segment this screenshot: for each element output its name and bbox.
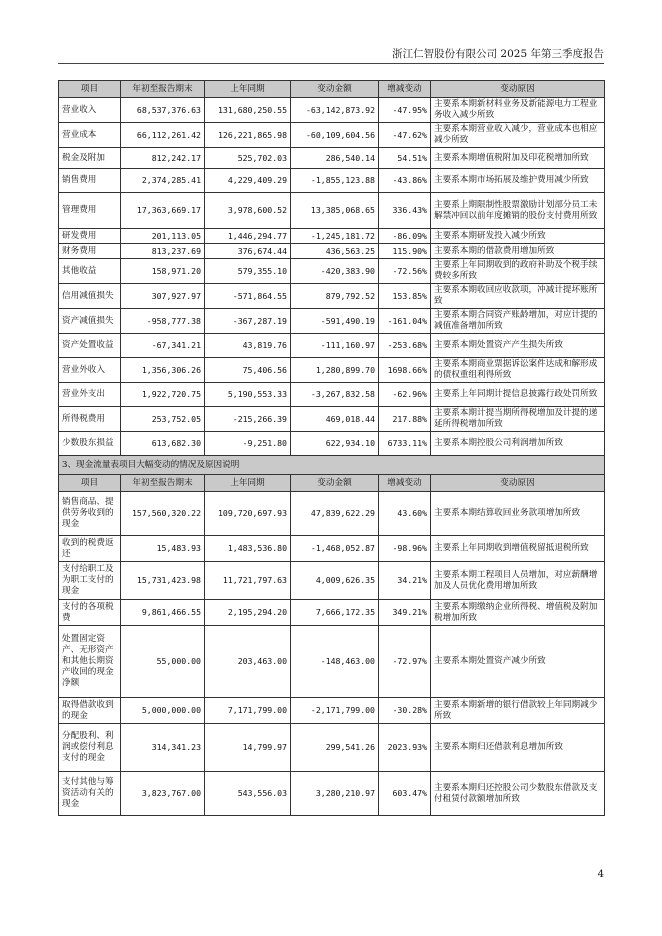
prior-value-cell: 543,556.03 (205, 772, 291, 816)
change-pct-cell: 603.47% (379, 772, 431, 816)
prior-value-cell: 131,680,250.55 (205, 98, 291, 123)
current-value-cell: 68,537,376.63 (121, 98, 205, 123)
table-row (59, 123, 605, 148)
page-number: 4 (597, 869, 604, 880)
change-amount-cell: -1,855,123.88 (291, 169, 379, 193)
item-cell: 所得税费用 (59, 407, 121, 432)
current-value-cell: 812,242.17 (121, 148, 205, 169)
prior-value-cell: -367,287.19 (205, 309, 291, 334)
prior-value-cell: 3,978,600.52 (205, 193, 291, 229)
prior-value-cell: 75,406.56 (205, 358, 291, 383)
prior-value-cell: 109,720,697.93 (205, 492, 291, 536)
section-title-row (59, 456, 605, 475)
table-row (59, 407, 605, 432)
change-amount-cell: -148,463.00 (291, 626, 379, 698)
change-amount-cell: 1,280,899.70 (291, 358, 379, 383)
prior-value-cell: 43,819.76 (205, 334, 291, 358)
current-value-cell: 9,861,466.55 (121, 600, 205, 626)
current-value-cell: 158,971.20 (121, 259, 205, 284)
column-header: 变动原因 (431, 81, 605, 98)
report-header: 浙江仁智股份有限公司 2025 年第三季度报告 (392, 48, 604, 60)
table-row (59, 229, 605, 244)
table-row (59, 492, 605, 536)
change-amount-cell: 622,934.10 (291, 432, 379, 456)
item-cell: 取得借款收到的现金 (59, 698, 121, 724)
reason-cell: 主要系本期计提当期所得税增加及计提的递延所得税增加所致 (431, 407, 605, 432)
current-value-cell: 314,341.23 (121, 724, 205, 772)
change-amount-cell: 47,839,622.29 (291, 492, 379, 536)
change-amount-cell: 3,280,210.97 (291, 772, 379, 816)
item-cell: 营业外收入 (59, 358, 121, 383)
reason-cell: 主要系本期增值税附加及印花税增加所致 (431, 148, 605, 169)
reason-cell: 主要系本期新材料业务及新能源电力工程业务收入减少所致 (431, 98, 605, 123)
current-value-cell: 3,823,767.00 (121, 772, 205, 816)
change-pct-cell: 1698.66% (379, 358, 431, 383)
table-row (59, 169, 605, 193)
reason-cell: 主要系上年同期收到增值税留抵退税所致 (431, 536, 605, 562)
change-pct-cell: 43.60% (379, 492, 431, 536)
item-cell: 支付其他与筹资活动有关的现金 (59, 772, 121, 816)
current-value-cell: 2,374,285.41 (121, 169, 205, 193)
prior-value-cell: 126,221,865.98 (205, 123, 291, 148)
item-cell: 销售商品、提供劳务收到的现金 (59, 492, 121, 536)
current-value-cell: 15,483.93 (121, 536, 205, 562)
item-cell: 少数股东损益 (59, 432, 121, 456)
table-row (59, 383, 605, 407)
change-amount-cell: -1,245,181.72 (291, 229, 379, 244)
table-row (59, 148, 605, 169)
header-rule (58, 63, 604, 64)
current-value-cell: -958,777.38 (121, 309, 205, 334)
item-cell: 其他收益 (59, 259, 121, 284)
table-row (59, 724, 605, 772)
column-header: 项目 (59, 81, 121, 98)
table-row (59, 626, 605, 698)
table-row (59, 98, 605, 123)
item-cell: 支付给职工及为职工支付的现金 (59, 562, 121, 600)
change-pct-cell: 115.90% (379, 244, 431, 259)
column-header: 变动金额 (291, 81, 379, 98)
prior-value-cell: 203,463.00 (205, 626, 291, 698)
prior-value-cell: 1,483,536.80 (205, 536, 291, 562)
current-value-cell: 5,000,000.00 (121, 698, 205, 724)
table-row (59, 259, 605, 284)
item-cell: 信用减值损失 (59, 284, 121, 309)
change-pct-cell: -161.04% (379, 309, 431, 334)
change-amount-cell: 4,009,626.35 (291, 562, 379, 600)
column-header: 年初至报告期末 (121, 81, 205, 98)
column-header: 增减变动 (379, 81, 431, 98)
item-cell: 财务费用 (59, 244, 121, 259)
item-cell: 管理费用 (59, 193, 121, 229)
reason-cell: 主要系本期的借款费用增加所致 (431, 244, 605, 259)
change-pct-cell: 336.43% (379, 193, 431, 229)
change-pct-cell: -62.96% (379, 383, 431, 407)
change-amount-cell: 13,385,068.65 (291, 193, 379, 229)
reason-cell: 主要系上年同期计提信息披露行政处罚所致 (431, 383, 605, 407)
item-cell: 资产处置收益 (59, 334, 121, 358)
financial-table (58, 80, 605, 816)
reason-cell: 主要系本期处置资产产生损失所致 (431, 334, 605, 358)
current-value-cell: 55,000.00 (121, 626, 205, 698)
change-amount-cell: -2,171,799.00 (291, 698, 379, 724)
change-pct-cell: -47.95% (379, 98, 431, 123)
reason-cell: 主要系上年同期收到的政府补助及个税手续费较多所致 (431, 259, 605, 284)
header-row (59, 475, 605, 492)
change-pct-cell: -72.97% (379, 626, 431, 698)
prior-value-cell: 11,721,797.63 (205, 562, 291, 600)
reason-cell: 主要系本期归还借款利息增加所致 (431, 724, 605, 772)
prior-value-cell: -215,266.39 (205, 407, 291, 432)
prior-value-cell: 2,195,294.20 (205, 600, 291, 626)
item-cell: 营业收入 (59, 98, 121, 123)
table-row (59, 309, 605, 334)
current-value-cell: 201,113.05 (121, 229, 205, 244)
prior-value-cell: 4,229,409.29 (205, 169, 291, 193)
change-amount-cell: 286,540.14 (291, 148, 379, 169)
column-header: 上年同期 (205, 475, 291, 492)
current-value-cell: 613,682.30 (121, 432, 205, 456)
table-row (59, 600, 605, 626)
change-amount-cell: -111,160.97 (291, 334, 379, 358)
change-pct-cell: 34.21% (379, 562, 431, 600)
reason-cell: 主要系本期归还控股公司少数股东借款及支付租赁付款额增加所致 (431, 772, 605, 816)
prior-value-cell: -9,251.80 (205, 432, 291, 456)
reason-cell: 主要系本期营业收入减少，营业成本也相应减少所致 (431, 123, 605, 148)
reason-cell: 主要系本期收回应收款项，冲减计提坏账所致 (431, 284, 605, 309)
reason-cell: 主要系本期工程项目人员增加，对应薪酬增加及人员优化费用增加所致 (431, 562, 605, 600)
section-title: 3、现金流量表项目大幅变动的情况及原因说明 (59, 456, 605, 475)
reason-cell: 主要系上期限制性股票激励计划部分员工未解禁冲回以前年度摊销的股份支付费用所致 (431, 193, 605, 229)
item-cell: 营业成本 (59, 123, 121, 148)
column-header: 上年同期 (205, 81, 291, 98)
current-value-cell: 1,922,720.75 (121, 383, 205, 407)
column-header: 增减变动 (379, 475, 431, 492)
reason-cell: 主要系本期控股公司利润增加所致 (431, 432, 605, 456)
change-pct-cell: -47.62% (379, 123, 431, 148)
change-amount-cell: -60,109,604.56 (291, 123, 379, 148)
reason-cell: 主要系本期研发投入减少所致 (431, 229, 605, 244)
item-cell: 资产减值损失 (59, 309, 121, 334)
table-row (59, 698, 605, 724)
table-row (59, 193, 605, 229)
current-value-cell: -67,341.21 (121, 334, 205, 358)
change-pct-cell: -30.28% (379, 698, 431, 724)
table-row (59, 284, 605, 309)
reason-cell: 主要系本期合同资产账龄增加，对应计提的减值准备增加所致 (431, 309, 605, 334)
change-pct-cell: -43.86% (379, 169, 431, 193)
item-cell: 支付的各项税费 (59, 600, 121, 626)
change-pct-cell: 54.51% (379, 148, 431, 169)
column-header: 项目 (59, 475, 121, 492)
change-amount-cell: -420,383.90 (291, 259, 379, 284)
header-row (59, 81, 605, 98)
item-cell: 税金及附加 (59, 148, 121, 169)
table-row (59, 432, 605, 456)
table-row (59, 536, 605, 562)
income-statement-rows (59, 81, 605, 456)
change-pct-cell: -253.68% (379, 334, 431, 358)
change-amount-cell: -1,468,052.87 (291, 536, 379, 562)
reason-cell: 主要系本期处置资产减少所致 (431, 626, 605, 698)
reason-cell: 主要系本期新增的银行借款较上年同期减少所致 (431, 698, 605, 724)
table-row (59, 772, 605, 816)
change-amount-cell: 436,563.25 (291, 244, 379, 259)
prior-value-cell: 1,446,294.77 (205, 229, 291, 244)
item-cell: 处置固定资产、无形资产和其他长期资产收回的现金净额 (59, 626, 121, 698)
prior-value-cell: -571,864.55 (205, 284, 291, 309)
table-row (59, 562, 605, 600)
change-pct-cell: 217.88% (379, 407, 431, 432)
prior-value-cell: 376,674.44 (205, 244, 291, 259)
cashflow-rows (59, 475, 605, 816)
change-pct-cell: -98.96% (379, 536, 431, 562)
reason-cell: 主要系本期结算收回业务款项增加所致 (431, 492, 605, 536)
item-cell: 分配股利、利润或偿付利息支付的现金 (59, 724, 121, 772)
change-amount-cell: -63,142,873.92 (291, 98, 379, 123)
column-header: 变动原因 (431, 475, 605, 492)
change-amount-cell: 879,792.52 (291, 284, 379, 309)
current-value-cell: 813,237.69 (121, 244, 205, 259)
column-header: 变动金额 (291, 475, 379, 492)
change-amount-cell: 299,541.26 (291, 724, 379, 772)
change-pct-cell: -72.56% (379, 259, 431, 284)
change-amount-cell: 7,666,172.35 (291, 600, 379, 626)
current-value-cell: 17,363,669.17 (121, 193, 205, 229)
table-row (59, 334, 605, 358)
change-amount-cell: -3,267,832.58 (291, 383, 379, 407)
change-amount-cell: 469,018.44 (291, 407, 379, 432)
change-pct-cell: 349.21% (379, 600, 431, 626)
change-amount-cell: -591,490.19 (291, 309, 379, 334)
current-value-cell: 253,752.05 (121, 407, 205, 432)
prior-value-cell: 5,190,553.33 (205, 383, 291, 407)
prior-value-cell: 579,355.10 (205, 259, 291, 284)
reason-cell: 主要系本期市场拓展及维护费用减少所致 (431, 169, 605, 193)
item-cell: 销售费用 (59, 169, 121, 193)
change-pct-cell: 2023.93% (379, 724, 431, 772)
change-pct-cell: 6733.11% (379, 432, 431, 456)
reason-cell: 主要系本期缴纳企业所得税、增值税及附加税增加所致 (431, 600, 605, 626)
current-value-cell: 1,356,306.26 (121, 358, 205, 383)
column-header: 年初至报告期末 (121, 475, 205, 492)
current-value-cell: 307,927.97 (121, 284, 205, 309)
current-value-cell: 15,731,423.98 (121, 562, 205, 600)
prior-value-cell: 14,799.97 (205, 724, 291, 772)
current-value-cell: 157,560,320.22 (121, 492, 205, 536)
reason-cell: 主要系本期商业票据诉讼案件达成和解形成的债权重组利得所致 (431, 358, 605, 383)
change-pct-cell: 153.85% (379, 284, 431, 309)
table-row (59, 358, 605, 383)
change-pct-cell: -86.09% (379, 229, 431, 244)
prior-value-cell: 525,702.03 (205, 148, 291, 169)
prior-value-cell: 7,171,799.00 (205, 698, 291, 724)
current-value-cell: 66,112,261.42 (121, 123, 205, 148)
item-cell: 研发费用 (59, 229, 121, 244)
item-cell: 收到的税费返还 (59, 536, 121, 562)
table-row (59, 244, 605, 259)
item-cell: 营业外支出 (59, 383, 121, 407)
